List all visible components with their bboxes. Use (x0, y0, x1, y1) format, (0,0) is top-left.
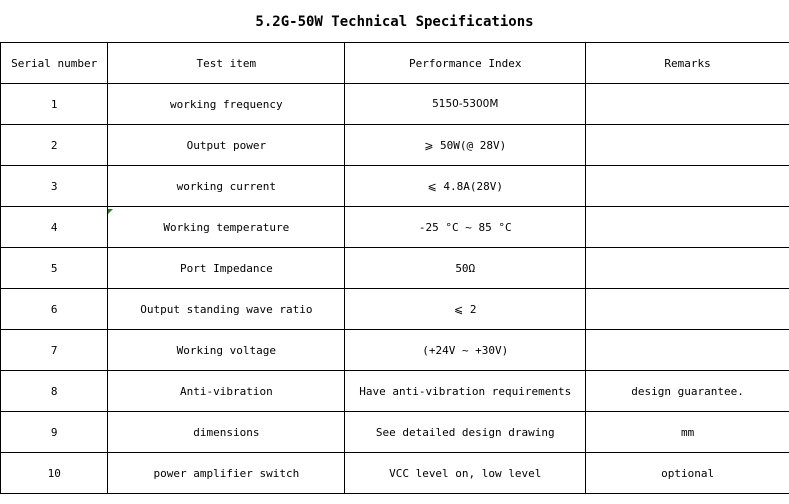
cell-test-item: dimensions (108, 412, 345, 453)
cell-performance: (+24V ~ +30V) (345, 330, 586, 371)
cell-remarks: design guarantee. (586, 371, 789, 412)
cell-remarks (586, 248, 789, 289)
cell-serial: 5 (1, 248, 108, 289)
table-row (1, 371, 789, 412)
cell-test-item: working frequency (108, 84, 345, 125)
table-header-row (1, 43, 789, 84)
table-row (1, 412, 789, 453)
header-test-item: Test item (108, 43, 345, 84)
table-row (1, 166, 789, 207)
cell-remarks (586, 289, 789, 330)
cell-test-item: Working temperature (108, 207, 345, 248)
cell-serial: 7 (1, 330, 108, 371)
cell-serial: 9 (1, 412, 108, 453)
cell-remarks (586, 330, 789, 371)
cell-remarks (586, 84, 789, 125)
cell-remarks (586, 207, 789, 248)
spec-table (0, 42, 789, 494)
cell-test-item: Output power (108, 125, 345, 166)
table-row (1, 125, 789, 166)
table-row (1, 207, 789, 248)
cell-serial: 10 (1, 453, 108, 494)
table-row (1, 330, 789, 371)
table-row (1, 84, 789, 125)
cell-test-item: Port Impedance (108, 248, 345, 289)
cell-test-item: Working voltage (108, 330, 345, 371)
cell-serial: 1 (1, 84, 108, 125)
cell-test-item: power amplifier switch (108, 453, 345, 494)
cell-serial: 6 (1, 289, 108, 330)
cell-serial: 3 (1, 166, 108, 207)
cell-performance: -25 °C ~ 85 °C (345, 207, 586, 248)
table-row (1, 248, 789, 289)
cell-remarks (586, 125, 789, 166)
cell-performance: ⩽ 2 (345, 289, 586, 330)
cell-performance: ⩽ 4.8A(28V) (345, 166, 586, 207)
cell-test-item: working current (108, 166, 345, 207)
cell-comment-marker (108, 209, 113, 214)
cell-remarks: mm (586, 412, 789, 453)
table-row (1, 289, 789, 330)
cell-performance: See detailed design drawing (345, 412, 586, 453)
cell-performance: ⩾ 50W(@ 28V) (345, 125, 586, 166)
cell-remarks: optional (586, 453, 789, 494)
header-remarks: Remarks (586, 43, 789, 84)
cell-remarks (586, 166, 789, 207)
document-title: 5.2G-50W Technical Specifications (255, 13, 534, 30)
cell-performance: 5150-5300M (345, 84, 586, 125)
header-performance-index: Performance Index (345, 43, 586, 84)
header-serial-number: Serial number (1, 43, 108, 84)
cell-serial: 4 (1, 207, 108, 248)
cell-performance: Have anti-vibration requirements (345, 371, 586, 412)
table-row (1, 453, 789, 494)
cell-test-item: Anti-vibration (108, 371, 345, 412)
cell-performance: VCC level on, low level (345, 453, 586, 494)
cell-serial: 2 (1, 125, 108, 166)
cell-test-item: Output standing wave ratio (108, 289, 345, 330)
cell-performance: 50Ω (345, 248, 586, 289)
cell-serial: 8 (1, 371, 108, 412)
